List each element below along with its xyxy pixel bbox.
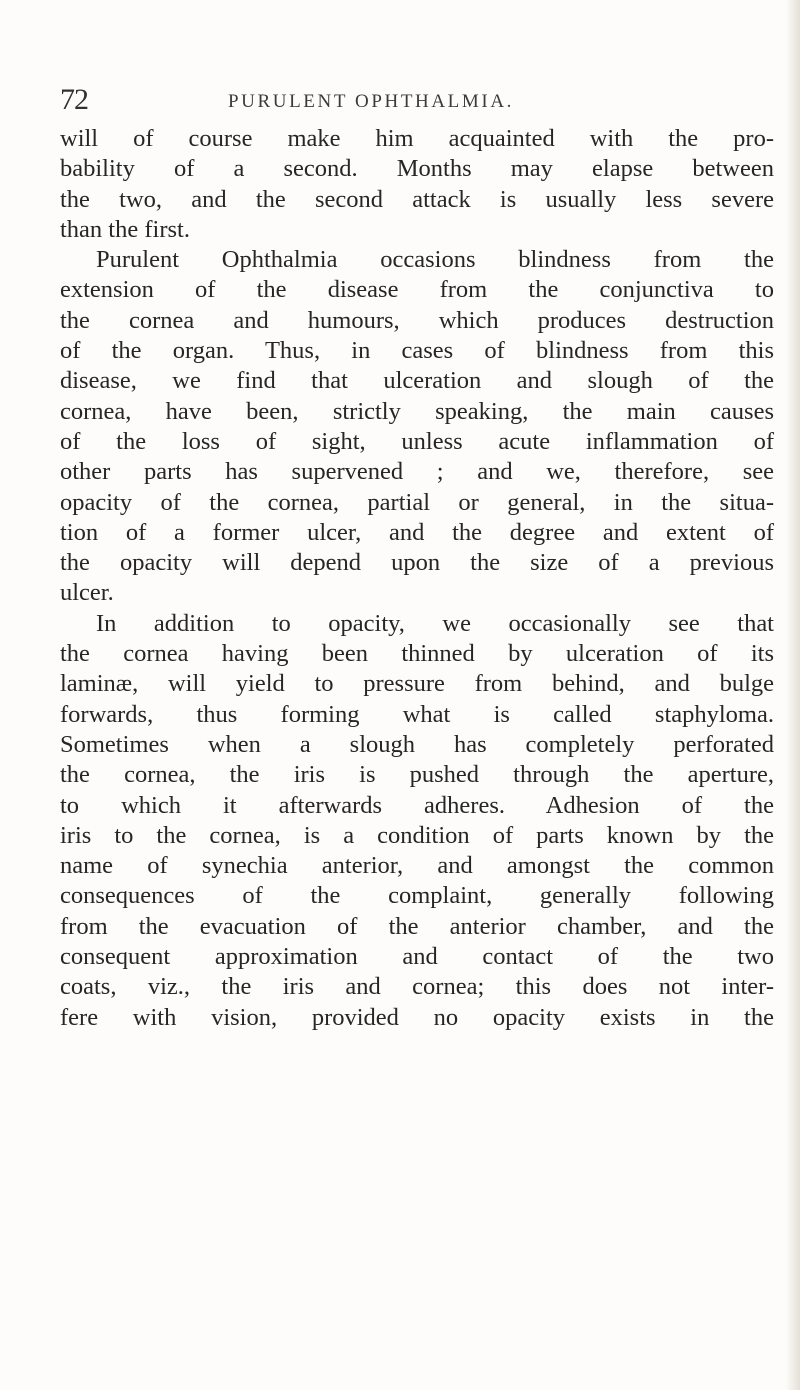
text-line: ulcer. (60, 579, 114, 607)
text-line: In addition to opacity, we occasionally see that (96, 609, 774, 637)
text-line: from the evacuation of the anterior chamber, and the (60, 912, 774, 940)
text-line: opacity of the cornea, partial or general, in the situa- (60, 488, 774, 516)
page-header (60, 83, 760, 119)
text-line: of the loss of sight, unless acute inflammation of (60, 427, 774, 455)
text-line: Purulent Ophthalmia occasions blindness from the (96, 246, 774, 274)
text-line: cornea, have been, strictly speaking, the main causes (60, 397, 774, 425)
text-line: iris to the cornea, is a condition of parts known by the (60, 821, 774, 849)
text-line: forwards, thus forming what is called staphyloma. (60, 700, 774, 728)
text-line: the cornea, the iris is pushed through the aperture, (60, 761, 774, 789)
text-line: the cornea and humours, which produces destruction (60, 306, 774, 334)
text-line: bability of a second. Months may elapse between (60, 155, 774, 183)
text-line: other parts has supervened ; and we, therefore, see (60, 458, 774, 486)
text-line: will of course make him acquainted with the pro- (60, 125, 774, 152)
text-line: Sometimes when a slough has completely perforated (60, 730, 774, 758)
text-line: consequent approximation and contact of the two (60, 943, 774, 971)
text-line: the opacity will depend upon the size of a previous (60, 549, 774, 577)
text-line: disease, we find that ulceration and slough of the (60, 367, 774, 395)
page-edge-shadow (786, 0, 800, 1390)
text-line: the two, and the second attack is usually less severe (60, 185, 774, 213)
text-line: than the first. (60, 215, 190, 243)
text-line: coats, viz., the iris and cornea; this does not inter- (60, 973, 774, 1001)
running-title: PURULENT OPHTHALMIA. (228, 91, 514, 112)
text-line: the cornea having been thinned by ulceration of its (60, 640, 774, 668)
text-line: name of synechia anterior, and amongst the common (60, 852, 774, 880)
text-line: to which it afterwards adheres. Adhesion of the (60, 791, 774, 819)
text-line: extension of the disease from the conjunctiva to (60, 276, 774, 304)
text-line: fere with vision, provided no opacity exists in the (60, 1003, 774, 1031)
body-text (60, 124, 774, 1033)
page-number: 72 (60, 83, 88, 116)
text-line: of the organ. Thus, in cases of blindness from this (60, 337, 774, 365)
text-line: laminæ, will yield to pressure from behind, and bulge (60, 670, 774, 698)
text-line: consequences of the complaint, generally following (60, 882, 774, 910)
text-line: tion of a former ulcer, and the degree and extent of (60, 518, 774, 546)
